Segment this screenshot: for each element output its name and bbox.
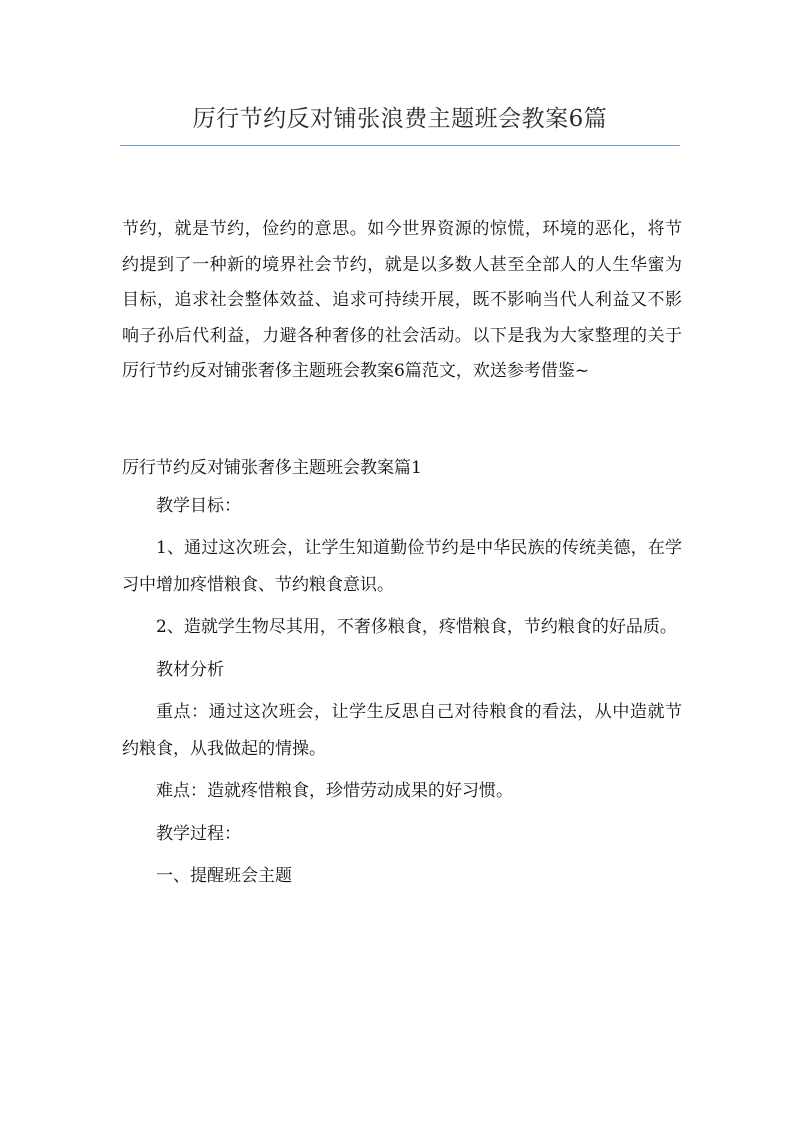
paragraph-goal-1: 1、通过这次班会，让学生知道勤俭节约是中华民族的传统美德，在学习中增加疼惜粮食、节约粮食意识。 — [122, 538, 682, 595]
paragraph-difficulty: 难点：造就疼惜粮食，珍惜劳动成果的好习惯。 — [156, 781, 513, 801]
document-title: 厉行节约反对铺张浪费主题班会教案6篇 — [192, 106, 608, 132]
title-underline — [120, 145, 680, 146]
paragraph-teaching-process: 教学过程： — [156, 823, 241, 844]
document-body — [122, 212, 682, 895]
paragraph-teaching-goals: 教学目标： — [156, 495, 241, 516]
intro-paragraph: 节约，就是节约，俭约的意思。如今世界资源的惊慌，环境的恶化，将节约提到了一种新的境界社会节约，就是以多数人甚至全部人的人生华蜜为目标，追求社会整体效益、追求可持续开展，既不影响当代人利益又不影响子孙后代利益，力避各种奢侈的社会活动。以下是我为大家整理的关于厉行节约反对铺张奢侈主题班会教案6篇范文，欢送参考借鉴~ — [122, 219, 682, 381]
section-heading: 厉行节约反对铺张奢侈主题班会教案篇1 — [122, 457, 422, 478]
paragraph-step-1: 一、提醒班会主题 — [156, 866, 292, 886]
paragraph-goal-2: 2、造就学生物尽其用，不奢侈粮食，疼惜粮食，节约粮食的好品质。 — [156, 617, 677, 637]
paragraph-key-point: 重点：通过这次班会，让学生反思自己对待粮食的看法，从中造就节约粮食，从我做起的情操。 — [122, 702, 682, 759]
paragraph-material-analysis: 教材分析 — [156, 659, 224, 680]
